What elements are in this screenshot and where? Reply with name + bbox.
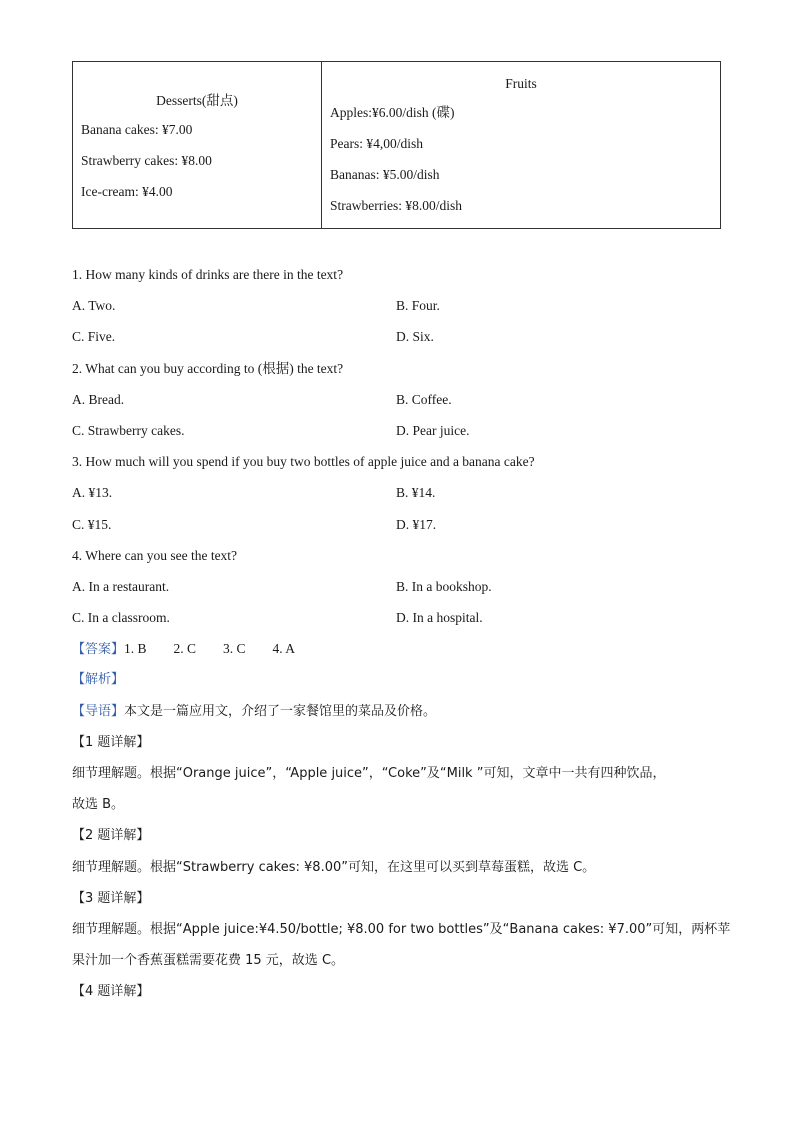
question-stem: 2. What can you buy according to (根据) the text? <box>72 360 344 376</box>
fruits-cell <box>322 62 721 229</box>
detail-text: 细节理解题。根据“Apple juice:¥4.50/bottle; ¥8.00 for two bottles”及“Banana cakes: ¥7.00”可知，两杯苹 <box>72 921 731 937</box>
guide-line <box>72 701 732 732</box>
fruits-item: Bananas: ¥5.00/dish <box>330 166 440 182</box>
option-a: A. Two. <box>72 298 116 314</box>
option-a: A. In a restaurant. <box>72 578 170 594</box>
option-row <box>72 514 732 545</box>
question-stem: 3. How much will you spend if you buy two bottles of apple juice and a banana cake? <box>72 454 535 470</box>
option-d: D. ¥17. <box>396 516 437 532</box>
menu-table <box>72 61 721 229</box>
detail-text: 果汁加一个香蕉蛋糕需要花费 15 元，故选 C。 <box>72 953 345 969</box>
option-a: A. Bread. <box>72 391 125 407</box>
option-b: B. In a bookshop. <box>396 578 492 594</box>
fruits-item: Strawberries: ¥8.00/dish <box>330 197 462 213</box>
desserts-cell <box>73 62 322 229</box>
option-row <box>72 482 732 513</box>
question-stem: 4. Where can you see the text? <box>72 547 238 563</box>
question-stem: 1. How many kinds of drinks are there in the text? <box>72 267 344 282</box>
desserts-title: Desserts(甜点) <box>156 93 238 108</box>
fruits-item: Apples:¥6.00/dish (碟) <box>330 104 455 120</box>
guide-label: 【导语】 <box>72 703 125 719</box>
option-c: C. Strawberry cakes. <box>72 422 185 438</box>
option-b: B. Coffee. <box>396 391 452 407</box>
option-d: D. Six. <box>396 329 434 345</box>
option-row <box>72 607 732 638</box>
option-row <box>72 576 732 607</box>
questions-section <box>72 264 732 1013</box>
option-a: A. ¥13. <box>72 485 113 501</box>
guide-text: 本文是一篇应用文，介绍了一家餐馆里的菜品及价格。 <box>124 703 437 719</box>
answer-label: 【答案】 <box>72 642 125 658</box>
option-b: B. ¥14. <box>396 485 436 501</box>
detail-label: 【2 题详解】 <box>72 828 150 844</box>
option-c: C. Five. <box>72 329 116 345</box>
option-c: C. ¥15. <box>72 516 112 532</box>
analysis-label: 【解析】 <box>72 672 125 688</box>
desserts-item: Ice-cream: ¥4.00 <box>81 184 173 199</box>
detail-label: 【3 题详解】 <box>72 890 150 906</box>
fruits-title: Fruits <box>505 75 537 91</box>
detail-text: 故选 B。 <box>72 797 125 813</box>
answer-text: 1. B 2. C 3. C 4. A <box>124 641 296 657</box>
desserts-item: Strawberry cakes: ¥8.00 <box>81 153 212 168</box>
option-c: C. In a classroom. <box>72 610 170 626</box>
detail-label: 【1 题详解】 <box>72 734 150 750</box>
option-row <box>72 295 732 326</box>
fruits-item: Pears: ¥4,00/dish <box>330 135 423 151</box>
detail-label: 【4 题详解】 <box>72 984 150 1000</box>
option-row <box>72 326 732 357</box>
desserts-item: Banana cakes: ¥7.00 <box>81 122 193 137</box>
option-d: D. Pear juice. <box>396 422 470 438</box>
option-row <box>72 389 732 420</box>
option-row <box>72 420 732 451</box>
answer-line <box>72 638 732 669</box>
detail-text: 细节理解题。根据“Orange juice”，“Apple juice”，“Coke”及“Milk ”可知，文章中一共有四种饮品， <box>72 766 666 781</box>
option-d: D. In a hospital. <box>396 610 483 626</box>
option-b: B. Four. <box>396 298 440 314</box>
detail-text: 细节理解题。根据“Strawberry cakes: ¥8.00”可知，在这里可以买到草莓蛋糕，故选 C。 <box>72 859 596 875</box>
